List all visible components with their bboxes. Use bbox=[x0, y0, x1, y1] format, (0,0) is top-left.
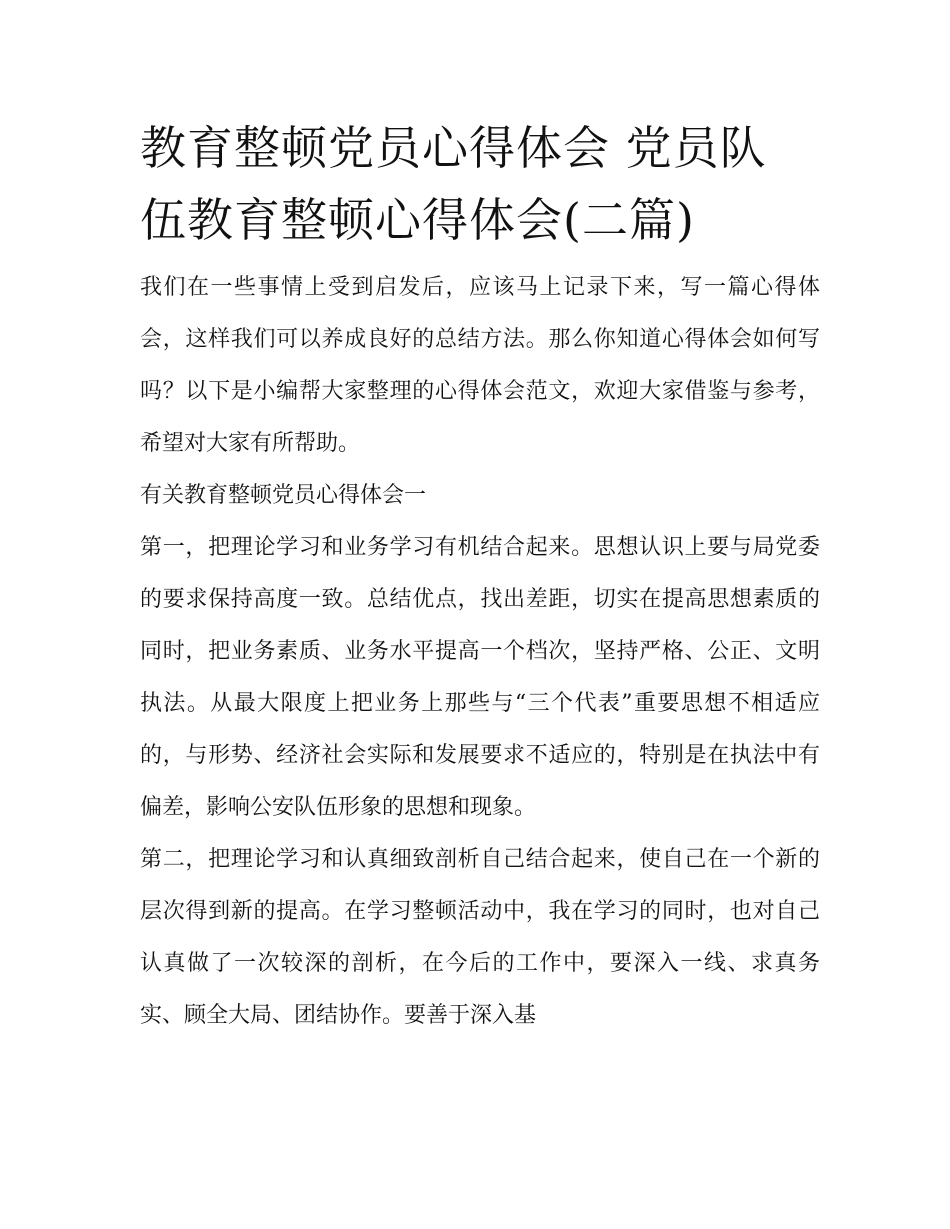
document-title bbox=[140, 112, 820, 256]
document-page bbox=[140, 112, 820, 1042]
intro-paragraph: 我们在一些事情上受到启发后，应该马上记录下来，写一篇心得体会，这样我们可以养成良好的总结方法。那么你知道心得体会如何写吗？以下是小编帮大家整理的心得体会范文，欢迎大家借鉴与参考，希望对大家有所帮助。 bbox=[140, 275, 820, 456]
title-line-2: 伍教育整顿心得体会(二篇) bbox=[140, 193, 695, 247]
body-paragraph-1: 第一，把理论学习和业务学习有机结合起来。思想认识上要与局党委的要求保持高度一致。总结优点，找出差距，切实在提高思想素质的同时，把业务素质、业务水平提高一个档次，坚持严格、公正、文明执法。从最大限度上把业务上那些与“三个代表”重要思想不相适应的，与形势、经济社会实际和发展要求不适应的，特别是在执法中有偏差，影响公安队伍形象的思想和现象。 bbox=[140, 535, 820, 820]
body-paragraph-2: 第二，把理论学习和认真细致剖析自己结合起来，使自己在一个新的层次得到新的提高。在学习整顿活动中，我在学习的同时，也对自己认真做了一次较深的剖析，在今后的工作中，要深入一线、求真务实、顾全大局、团结协作。要善于深入基 bbox=[140, 847, 820, 1028]
section-heading: 有关教育整顿党员心得体会一 bbox=[140, 483, 427, 508]
title-line-1: 教育整顿党员心得体会 党员队 bbox=[140, 121, 767, 175]
